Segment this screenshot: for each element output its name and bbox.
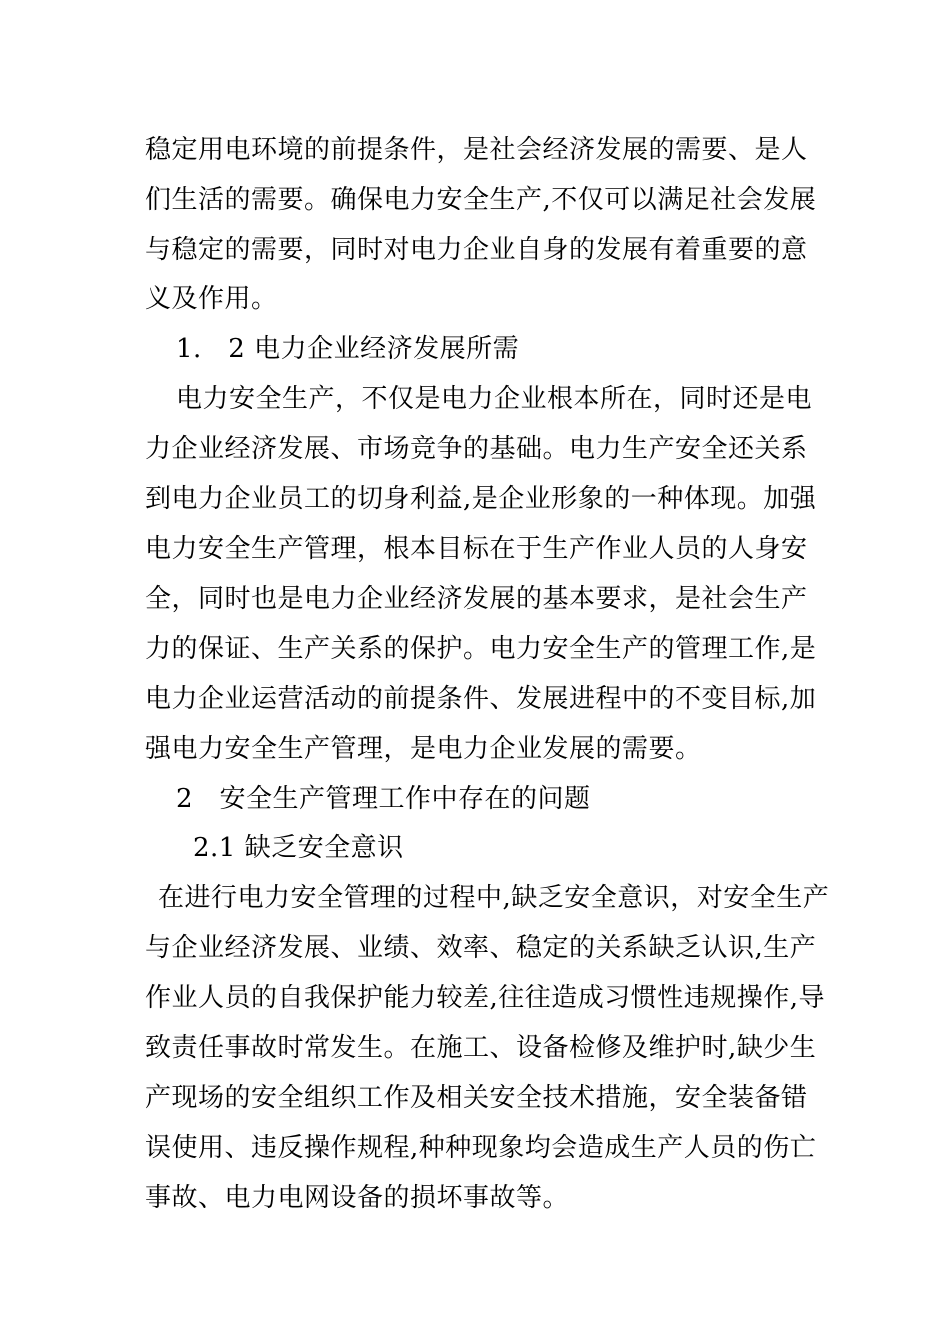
paragraph-line: 力的保证、生产关系的保护。电力安全生产的管理工作,是 [145, 634, 817, 664]
section-heading-1-2: 1. 2 电力企业经济发展所需 [176, 334, 520, 364]
paragraph-line: 电力安全生产，不仅是电力企业根本所在，同时还是电 [176, 384, 813, 414]
section-heading-2: 2 安全生产管理工作中存在的问题 [176, 784, 591, 814]
paragraph-line: 力企业经济发展、市场竞争的基础。电力生产安全还关系 [145, 434, 808, 464]
paragraph-line: 事故、电力电网设备的损坏事故等。 [145, 1183, 570, 1213]
paragraph-line: 全，同时也是电力企业经济发展的基本要求，是社会生产 [145, 584, 808, 614]
paragraph-line: 义及作用。 [145, 284, 278, 314]
paragraph-line: 电力安全生产管理，根本目标在于生产作业人员的人身安 [145, 534, 808, 564]
paragraph-line: 产现场的安全组织工作及相关安全技术措施，安全装备错 [145, 1083, 808, 1113]
paragraph-line: 到电力企业员工的切身利益,是企业形象的一种体现。加强 [145, 484, 817, 514]
paragraph-line: 们生活的需要。确保电力安全生产,不仅可以满足社会发展 [145, 185, 817, 215]
paragraph-line: 强电力安全生产管理，是电力企业发展的需要。 [145, 734, 702, 764]
paragraph-line: 稳定用电环境的前提条件，是社会经济发展的需要、是人 [145, 135, 808, 165]
paragraph-line: 作业人员的自我保护能力较差,往往造成习惯性违规操作,导 [145, 983, 826, 1013]
paragraph-line: 与企业经济发展、业绩、效率、稳定的关系缺乏认识,生产 [145, 933, 817, 963]
paragraph-line: 误使用、违反操作规程,种种现象均会造成生产人员的伤亡 [145, 1133, 817, 1163]
paragraph-line: 电力企业运营活动的前提条件、发展进程中的不变目标,加 [145, 684, 817, 714]
section-heading-2-1: 2.1 缺乏安全意识 [193, 833, 404, 863]
paragraph-line: 致责任事故时常发生。在施工、设备检修及维护时,缺少生 [145, 1033, 817, 1063]
paragraph-line: 在进行电力安全管理的过程中,缺乏安全意识，对安全生产 [158, 883, 830, 913]
paragraph-line: 与稳定的需要，同时对电力企业自身的发展有着重要的意 [145, 235, 808, 265]
